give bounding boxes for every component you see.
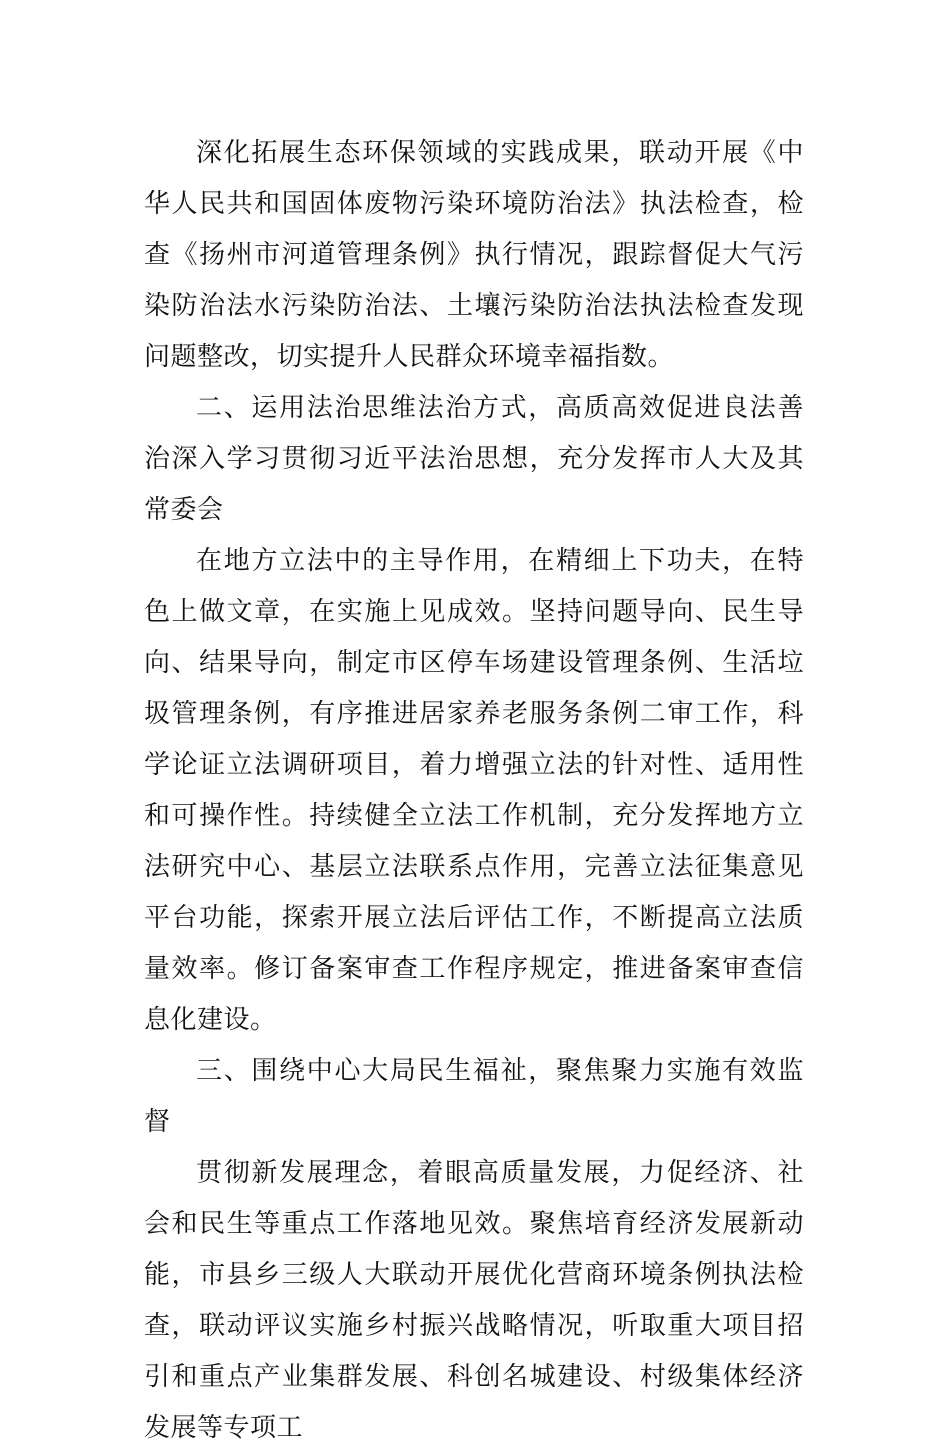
paragraph-supervision: 贯彻新发展理念，着眼高质量发展，力促经济、社会和民生等重点工作落地见效。聚焦培育经济发展新动能，市县乡三级人大联动开展优化营商环境条例执法检查，联动评议实施乡村振兴战略情况，听取重大项目招引和重点产业集群发展、科创名城建设、村级集体经济发展等专项工 [144, 1158, 804, 1443]
heading-section-three: 三、围绕中心大局民生福祉，聚焦聚力实施有效监督 [144, 1056, 804, 1137]
paragraph-legislation: 在地方立法中的主导作用，在精细上下功夫，在特色上做文章，在实施上见成效。坚持问题导向、民生导向、结果导向，制定市区停车场建设管理条例、生活垃圾管理条例，有序推进居家养老服务条例二审工作，科学论证立法调研项目，着力增强立法的针对性、适用性和可操作性。持续健全立法工作机制，充分发挥地方立法研究中心、基层立法联系点作用，完善立法征集意见平台功能，探索开展立法后评估工作，不断提高立法质量效率。修订备案审查工作程序规定，推进备案审查信息化建设。 [144, 546, 804, 1035]
heading-section-two: 二、运用法治思维法治方式，高质高效促进良法善治深入学习贯彻习近平法治思想，充分发挥市人大及其常委会 [144, 393, 804, 525]
paragraph-ecology: 深化拓展生态环保领域的实践成果，联动开展《中华人民共和国固体废物污染环境防治法》执法检查，检查《扬州市河道管理条例》执行情况，跟踪督促大气污染防治法水污染防治法、土壤污染防治法执法检查发现问题整改，切实提升人民群众环境幸福指数。 [144, 138, 804, 372]
